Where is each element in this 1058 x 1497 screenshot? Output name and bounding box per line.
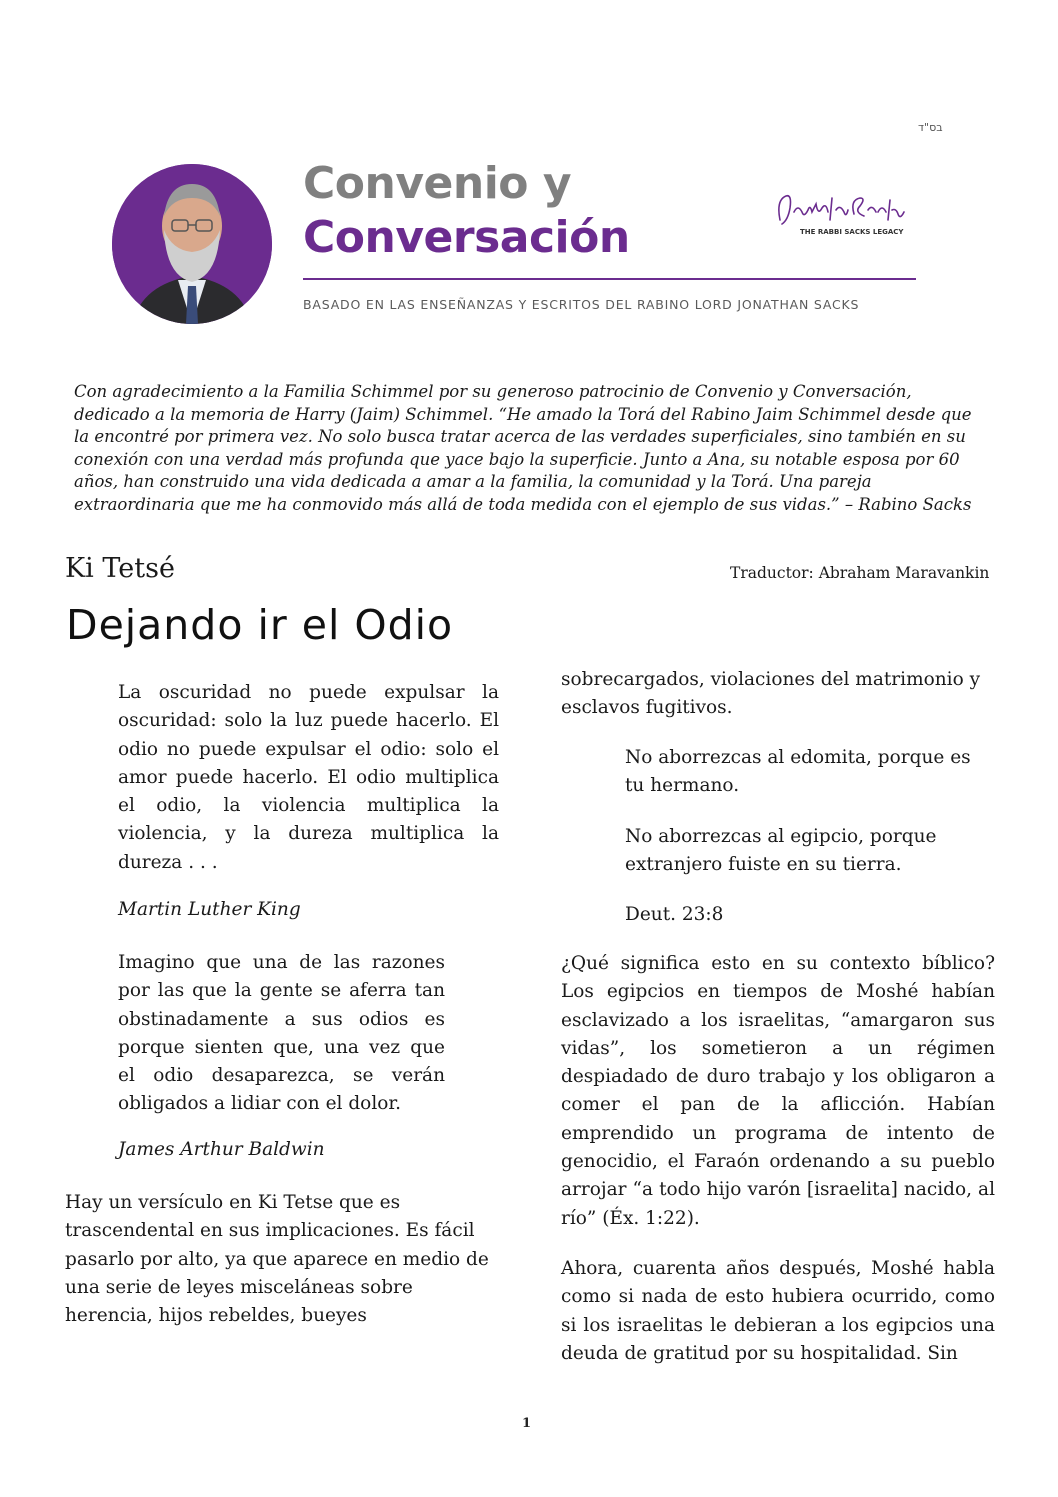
- quote-baldwin: Imagino que una de las razones por las que la gente se aferra tan obstinadamente a sus odios es porque sienten que, una vez que el odio desaparezca, se verán obligados a lidiar con el dolor.: [118, 952, 445, 1115]
- body-paragraph-2: ¿Qué significa esto en su contexto bíblico? Los egipcios en tiempos de Moshé habían esclavizado a los israelitas, “amargaron sus vidas”, los sometieron a un régimen despiadado de duro trabajo y los obligaron a comer el pan de la aflicción. Habían emprendido un programa de intento de genocidio, el Faraón ordenando a su pueblo arrojar “a todo hijo varón [israelita] nacido, al río” (Éx. 1:22).: [561, 953, 995, 1229]
- header-divider: [303, 278, 916, 280]
- body-paragraph-3: Ahora, cuarenta años después, Moshé habla como si nada de esto hubiera ocurrido, como si los israelitas le debieran a los egipcios una deuda de gratitud por su hospitalidad. Sin: [561, 1258, 995, 1364]
- translator-credit: Traductor: Abraham Maravankin: [730, 564, 990, 582]
- quote-author-baldwin: James Arthur Baldwin: [118, 1139, 325, 1160]
- rabbi-portrait-icon: [112, 164, 272, 324]
- bsd-mark: בס"ד: [918, 121, 943, 134]
- body-continuation: sobrecargados, violaciones del matrimonio y esclavos fugitivos.: [561, 669, 981, 719]
- legacy-caption: THE RABBI SACKS LEGACY: [800, 228, 904, 236]
- page-number: 1: [522, 1416, 532, 1431]
- dedication-text: Con agradecimiento a la Familia Schimmel por su generoso patrocinio de Convenio y Conversación, dedicado a la memoria de Harry (Jaim) Schimmel. “He amado la Torá del Rabino Jaim Schimmel desde que la encontré por primera vez. No solo busca tratar acerca de las verdades superficiales, sino también en su conexión con una verdad más profunda que yace bajo la superficie. Junto a Ana, su notable esposa por 60 años, han construido una vida dedicada a amar a la familia, la comunidad y la Torá. Una pareja extraordinaria que me ha conmovido más allá de toda medida con el ejemplo de sus vidas.” – Rabino Sacks: [74, 382, 972, 514]
- brand-title-line2: Conversación: [303, 212, 630, 263]
- portrait-photo: [112, 164, 272, 324]
- parasha-name: Ki Tetsé: [65, 553, 175, 584]
- brand-title-line1: Convenio y: [303, 158, 572, 209]
- body-paragraph-1: Hay un versículo en Ki Tetse que es trascendental en sus implicaciones. Es fácil pasarlo por alto, ya que aparece en medio de una serie de leyes misceláneas sobre herencia, hijos rebeldes, bueyes: [65, 1192, 489, 1327]
- verse-egyptian: No aborrezcas al egipcio, porque extranjero fuiste en su tierra.: [625, 826, 937, 876]
- quote-mlk: La oscuridad no puede expulsar la oscuridad: solo la luz puede hacerlo. El odio no puede expulsar el odio: solo el amor puede hacerlo. El odio multiplica el odio, la violencia multiplica la violencia, y la dureza multiplica la dureza . . .: [118, 682, 499, 873]
- verse-edomite: No aborrezcas al edomita, porque es tu hermano.: [625, 747, 971, 797]
- quote-author-mlk: Martin Luther King: [118, 899, 301, 920]
- tagline: BASADO EN LAS ENSEÑANZAS Y ESCRITOS DEL RABINO LORD JONATHAN SACKS: [303, 297, 860, 312]
- article-title: Dejando ir el Odio: [66, 601, 454, 649]
- verse-reference: Deut. 23:8: [625, 904, 724, 925]
